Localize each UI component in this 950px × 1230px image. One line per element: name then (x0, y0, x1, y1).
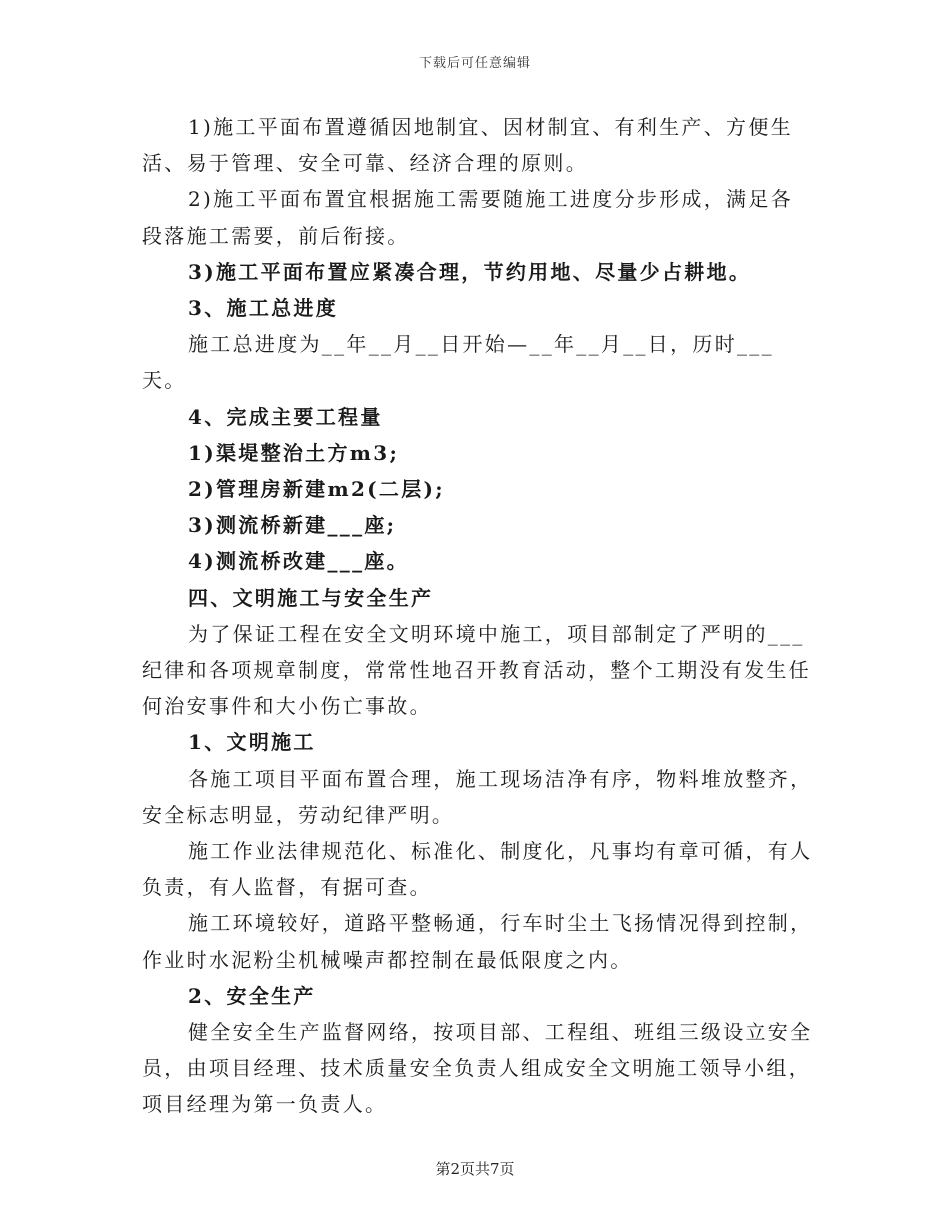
section-heading: 4、完成主要工程量 (188, 404, 383, 429)
page-number: 第2页共7页 (435, 1160, 515, 1178)
section-heading: 1、文明施工 (188, 730, 316, 755)
list-item: 4)测流桥改建___座。 (188, 549, 409, 574)
document-body (142, 109, 814, 1123)
paragraph: 2)施工平面布置宜根据施工需要随施工进度分步形成，满足各段落施工需要，前后衔接。 (142, 187, 793, 248)
paragraph: 施工作业法律规范化、标准化、制度化，凡事均有章可循，有人负责，有人监督，有据可查。 (142, 839, 813, 900)
section-heading: 2、安全生产 (188, 983, 316, 1008)
paragraph: 施工环境较好，道路平整畅通，行车时尘土飞扬情况得到控制，作业时水泥粉尘机械噪声都控制在最低限度之内。 (142, 911, 813, 972)
paragraph: 健全安全生产监督网络，按项目部、工程组、班组三级设立安全员，由项目经理、技术质量安全负责人组成安全文明施工领导小组，项目经理为第一负责人。 (142, 1020, 813, 1117)
list-item: 2)管理房新建m2(二层); (188, 477, 445, 502)
paragraph: 1)施工平面布置遵循因地制宜、因材制宜、有利生产、方便生活、易于管理、安全可靠、经济合理的原则。 (142, 115, 793, 176)
paragraph: 施工总进度为__年__月__日开始—__年__月__日，历时___天。 (142, 332, 774, 393)
paragraph: 3)施工平面布置应紧凑合理，节约用地、尽量少占耕地。 (188, 259, 752, 284)
list-item: 3)测流桥新建___座; (188, 513, 397, 538)
list-item: 1)渠堤整治土方m3; (188, 440, 400, 465)
chapter-heading: 四、文明施工与安全生产 (188, 585, 434, 610)
page-header: 下载后可任意编辑 (418, 56, 531, 71)
section-heading: 3、施工总进度 (188, 296, 339, 321)
paragraph: 各施工项目平面布置合理，施工现场洁净有序，物料堆放整齐，安全标志明显，劳动纪律严明。 (142, 766, 813, 827)
paragraph: 为了保证工程在安全文明环境中施工，项目部制定了严明的___纪律和各项规章制度，常常性地召开教育活动，整个工期没有发生任何治安事件和大小伤亡事故。 (142, 621, 811, 719)
